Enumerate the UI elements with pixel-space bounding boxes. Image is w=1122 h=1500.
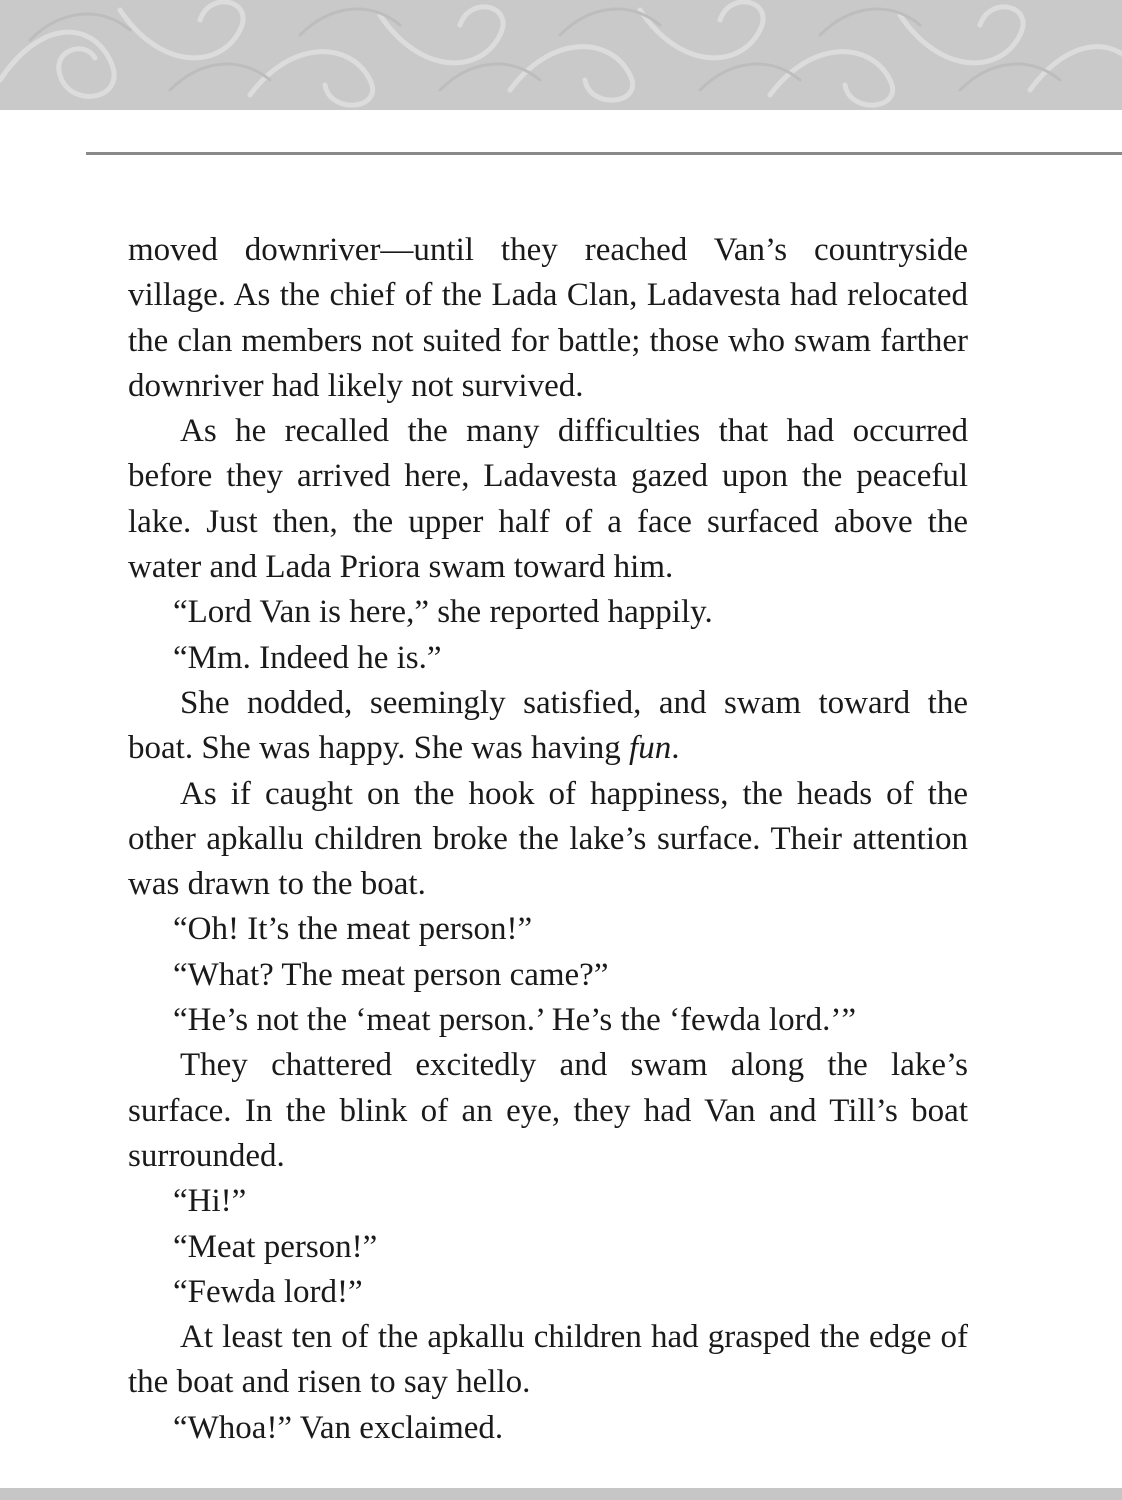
damask-ornament [0, 0, 1122, 110]
dialogue-line: “He’s not the ‘meat person.’ He’s the ‘fewda lord.’” [173, 1002, 856, 1039]
dialogue-line: “What? The meat person came?” [173, 956, 609, 993]
paragraph [128, 681, 968, 772]
paragraph-text: She nodded, seemingly satisfied, and swam toward the boat. She was happy. She was having [128, 684, 968, 767]
dialogue-line: “Lord Van is here,” she reported happily. [173, 594, 713, 631]
dialogue-line: “Whoa!” Van exclaimed. [173, 1409, 504, 1446]
dialogue-line: “Fewda lord!” [173, 1273, 363, 1310]
paragraph: At least ten of the apkallu children had grasped the edge of the boat and risen to say hello. [128, 1319, 968, 1401]
paragraph: As if caught on the hook of happiness, the heads of the other apkallu children broke the lake’s surface. Their attention was drawn to the boat. [128, 775, 968, 903]
emphasis-text: fun [629, 730, 672, 767]
footer-ornament-band [0, 1488, 1122, 1500]
dialogue-line: “Meat person!” [173, 1228, 378, 1265]
paragraph: As he recalled the many difficulties that had occurred before they arrived here, Ladavesta gazed upon the peaceful lake. Just then, the upper half of a face surfaced above the water and Lada Priora swam toward him. [128, 413, 968, 586]
header-ornament-band [0, 0, 1122, 110]
dialogue-line: “Mm. Indeed he is.” [173, 639, 442, 676]
body-text [128, 228, 968, 1451]
paragraph: moved downriver—until they reached Van’s countryside village. As the chief of the Lada Clan, Ladavesta had relocated the clan members not suited for battle; those who swam farther downriver had likely not survived. [128, 232, 968, 404]
dialogue-line: “Hi!” [173, 1183, 247, 1220]
dialogue-line: “Oh! It’s the meat person!” [173, 911, 533, 948]
paragraph-text: . [671, 730, 680, 767]
paragraph: They chattered excitedly and swam along the lake’s surface. In the blink of an eye, they had Van and Till’s boat surrounded. [128, 1047, 968, 1174]
header-rule [86, 152, 1122, 155]
